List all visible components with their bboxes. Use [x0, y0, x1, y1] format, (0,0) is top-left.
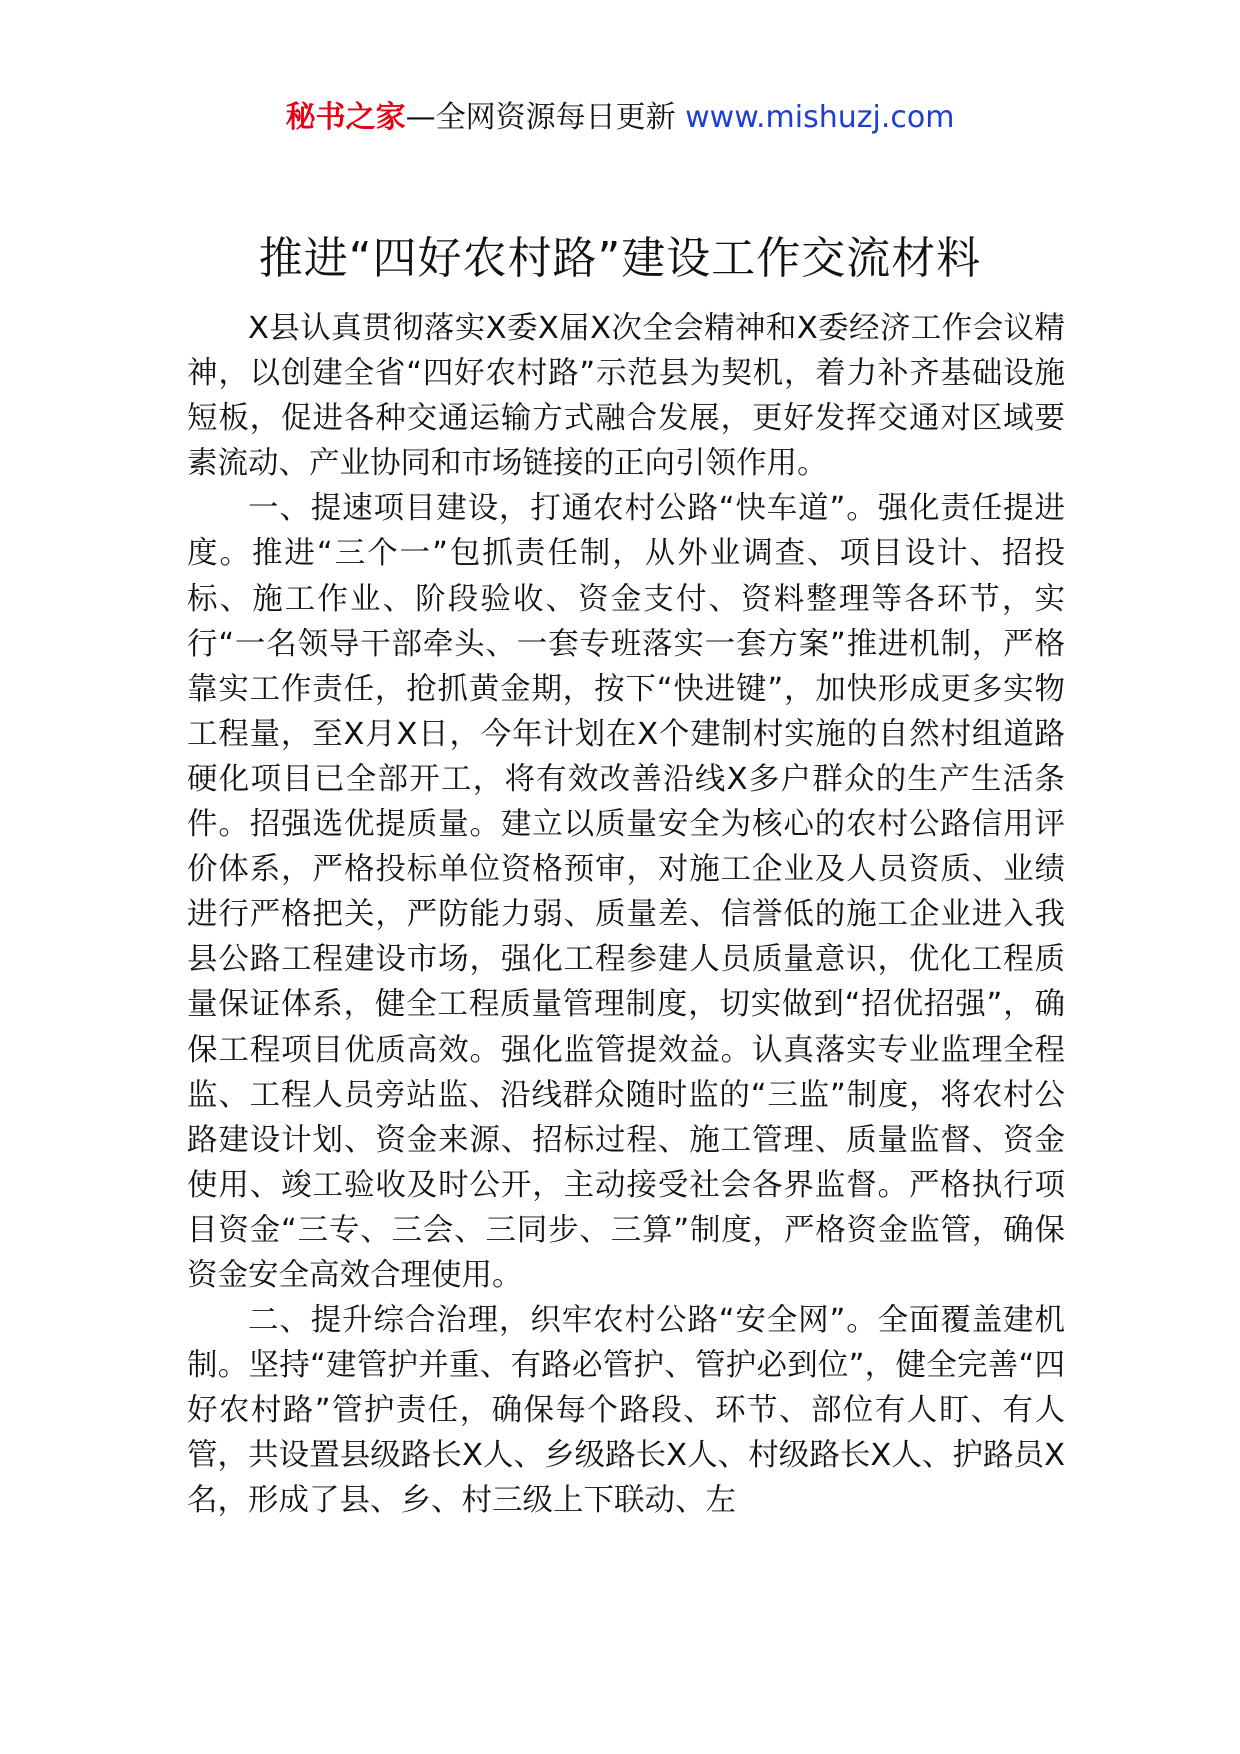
paragraph-section-1: 一、提速项目建设，打通农村公路“快车道”。强化责任提进度。推进“三个一”包抓责任制，从外业调查、项目设计、招投标、施工作业、阶段验收、资金支付、资料整理等各环节，实行“一名领导干部牵头、一套专班落实一套方案”推进机制，严格靠实工作责任，抢抓黄金期，按下“快进键”，加快形成更多实物工程量，至X月X日，今年计划在X个建制村实施的自然村组道路硬化项目已全部开工，将有效改善沿线X多户群众的生产生活条件。招强选优提质量。建立以质量安全为核心的农村公路信用评价体系，严格投标单位资格预审，对施工企业及人员资质、业绩进行严格把关，严防能力弱、质量差、信誉低的施工企业进入我县公路工程建设市场，强化工程参建人员质量意识，优化工程质量保证体系，健全工程质量管理制度，切实做到“招优招强”，确保工程项目优质高效。强化监管提效益。认真落实专业监理全程监、工程人员旁站监、沿线群众随时监的“三监”制度，将农村公路建设计划、资金来源、招标过程、施工管理、质量监督、资金使用、竣工验收及时公开，主动接受社会各界监督。严格执行项目资金“三专、三会、三同步、三算”制度，严格资金监管，确保资金安全高效合理使用。	[187, 491, 1065, 1293]
header-slogan: —全网资源每日更新	[405, 100, 676, 135]
brand-name: 秘书之家	[285, 100, 406, 135]
site-url-link[interactable]: www.mishuzj.com	[685, 100, 955, 135]
paragraph-section-2: 二、提升综合治理，织牢农村公路“安全网”。全面覆盖建机制。坚持“建管护并重、有路必管护、管护必到位”，健全完善“四好农村路”管护责任，确保每个路段、环节、部位有人盯、有人管，共设置县级路长X人、乡级路长X人、村级路长X人、护路员X名，形成了县、乡、村三级上下联动、左	[187, 1303, 1065, 1519]
site-header	[0, 96, 1240, 140]
paragraph-intro: X县认真贯彻落实X委X届X次全会精神和X委经济工作会议精神，以创建全省“四好农村路”示范县为契机，着力补齐基础设施短板，促进各种交通运输方式融合发展，更好发挥交通对区域要素流动、产业协同和市场链接的正向引领作用。	[187, 311, 1065, 482]
document-body	[187, 306, 1065, 1524]
document-title: 推进“四好农村路”建设工作交流材料	[258, 233, 982, 284]
